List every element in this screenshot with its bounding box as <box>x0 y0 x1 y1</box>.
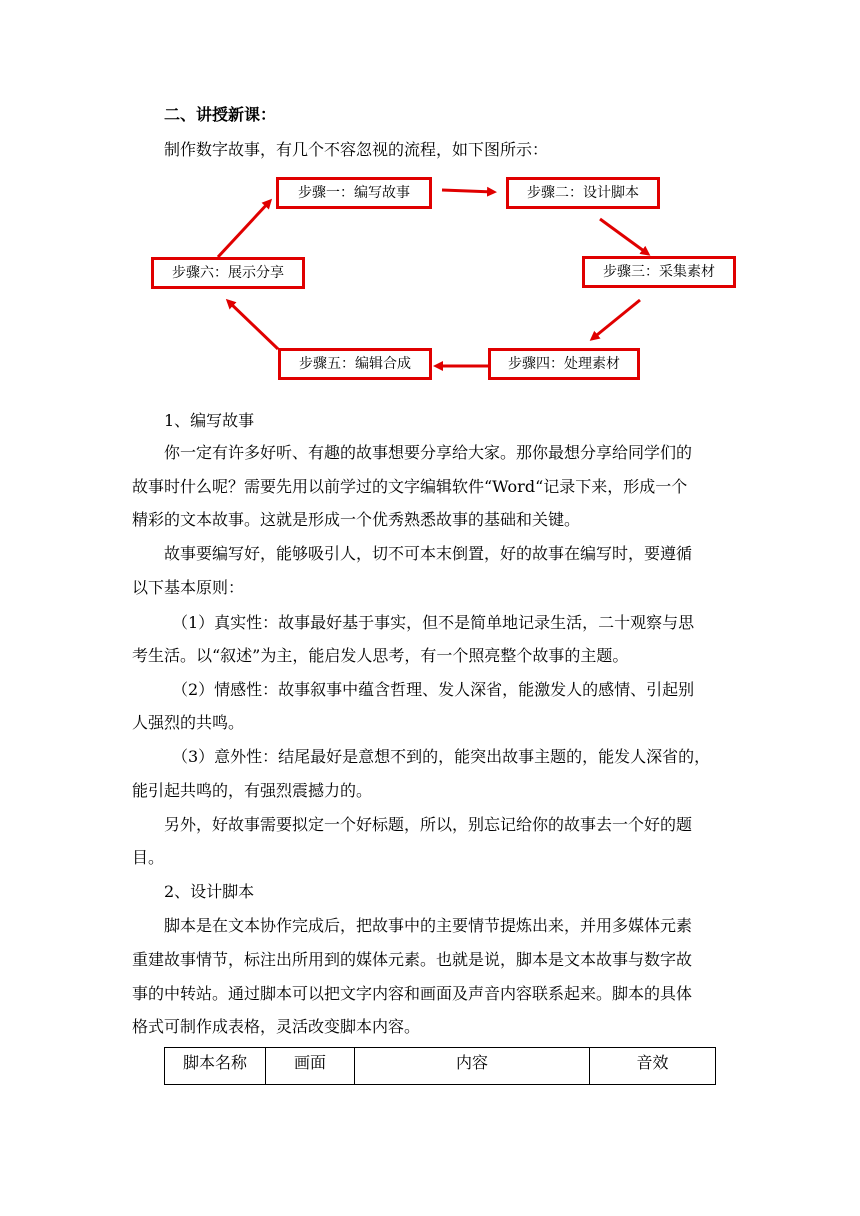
arrow-3-4 <box>592 300 640 339</box>
section-heading: 二、讲授新课： <box>164 105 277 124</box>
arrow-2-3 <box>600 219 648 254</box>
flow-step-1: 步骤一：编写故事 <box>276 177 432 209</box>
principle-3-line-1: （3）意外性：结尾最好是意想不到的，能突出故事主题的，能发人深省的， <box>172 747 711 766</box>
principle-2-line-1: （2）情感性：故事叙事中蕴含哲理、发人深省，能激发人的感情、引起别 <box>172 680 695 699</box>
paragraph-1-line-3: 精彩的文本故事。这就是形成一个优秀熟悉故事的基础和关键。 <box>132 510 581 529</box>
heading-2: 2、设计脚本 <box>164 882 255 901</box>
principle-3-line-2: 能引起共鸣的，有强烈震撼力的。 <box>132 781 373 800</box>
paragraph-1-line-1: 你一定有许多好听、有趣的故事想要分享给大家。那你最想分享给同学们的 <box>164 443 693 462</box>
paragraph-7-line-3: 事的中转站。通过脚本可以把文字内容和画面及声音内容联系起来。脚本的具体 <box>132 984 693 1003</box>
paragraph-2-line-2: 以下基本原则： <box>132 578 245 597</box>
table-header-cell: 音效 <box>590 1048 716 1085</box>
paragraph-7-line-2: 重建故事情节，标注出所用到的媒体元素。也就是说，脚本是文本故事与数字故 <box>132 950 693 969</box>
paragraph-7-line-4: 格式可制作成表格，灵活改变脚本内容。 <box>132 1017 421 1036</box>
flow-step-5: 步骤五：编辑合成 <box>278 348 432 380</box>
flow-step-3: 步骤三：采集素材 <box>582 256 736 288</box>
table-header-cell: 画面 <box>266 1048 355 1085</box>
flow-step-4: 步骤四：处理素材 <box>488 348 640 380</box>
arrow-5-6 <box>228 301 278 349</box>
paragraph-1-line-2: 故事时什么呢？需要先用以前学过的文字编辑软件“Word“记录下来，形成一个 <box>132 477 688 496</box>
paragraph-7-line-1: 脚本是在文本协作完成后，把故事中的主要情节提炼出来，并用多媒体元素 <box>164 916 693 935</box>
flow-step-6: 步骤六：展示分享 <box>151 257 305 289</box>
principle-1-line-1: （1）真实性：故事最好基于事实，但不是简单地记录生活，二十观察与思 <box>172 613 695 632</box>
paragraph-6-line-1: 另外，好故事需要拟定一个好标题，所以，别忘记给你的故事去一个好的题 <box>164 815 693 834</box>
table-header-cell: 脚本名称 <box>165 1048 266 1085</box>
paragraph-2-line-1: 故事要编写好，能够吸引人，切不可本末倒置，好的故事在编写时，要遵循 <box>164 544 693 563</box>
script-table <box>164 1047 716 1085</box>
flow-step-2: 步骤二：设计脚本 <box>506 177 660 209</box>
arrow-1-2 <box>442 190 494 192</box>
table-header-row <box>165 1048 716 1085</box>
principle-1-line-2: 考生活。以“叙述”为主，能启发人思考，有一个照亮整个故事的主题。 <box>132 646 629 665</box>
intro-text: 制作数字故事，有几个不容忽视的流程，如下图所示： <box>164 140 549 159</box>
paragraph-6-line-2: 目。 <box>132 848 165 867</box>
table-header-cell: 内容 <box>355 1048 590 1085</box>
heading-1: 1、编写故事 <box>164 411 255 430</box>
principle-2-line-2: 人强烈的共鸣。 <box>132 713 245 732</box>
arrow-6-1 <box>218 201 270 257</box>
